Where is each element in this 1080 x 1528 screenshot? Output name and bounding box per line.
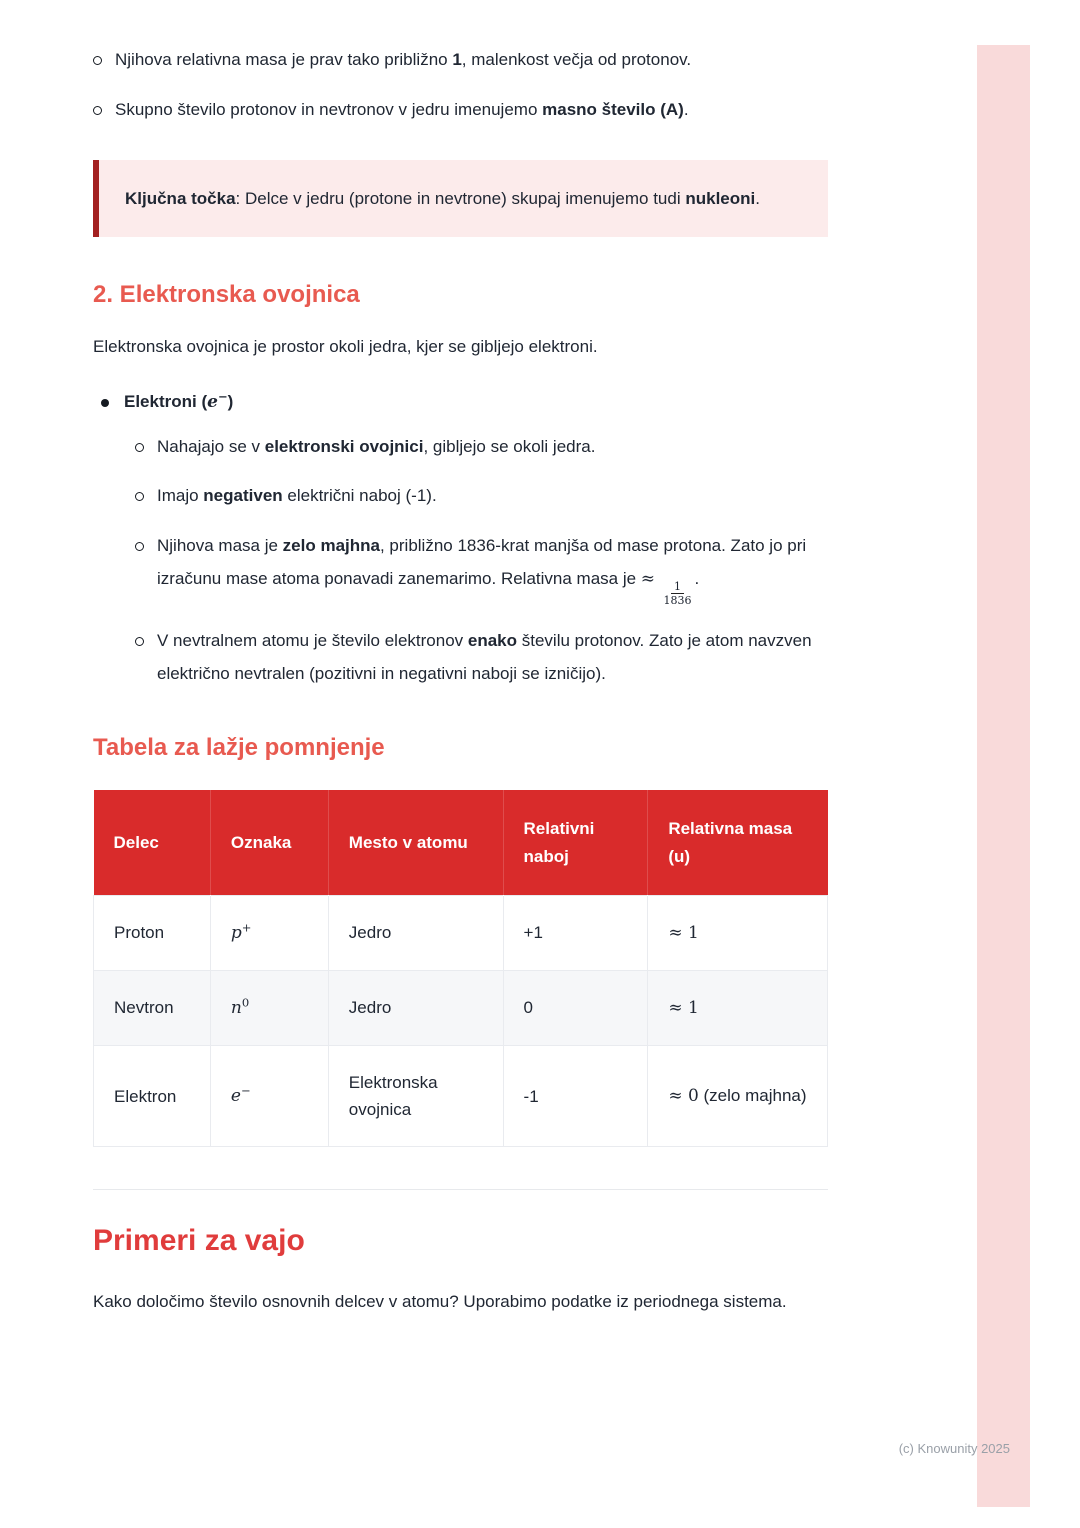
- table-cell: ≈ 0 (zelo majhna): [648, 1046, 828, 1147]
- bullet-icon: [135, 637, 144, 646]
- table-cell: -1: [503, 1046, 648, 1147]
- table-cell: e−: [210, 1046, 328, 1147]
- list-item-text: Imajo negativen električni naboj (-1).: [157, 486, 437, 506]
- bullet-icon: [93, 56, 102, 65]
- table-cell: ≈ 1: [648, 895, 828, 970]
- section-divider: [93, 1189, 828, 1190]
- table-cell: Jedro: [328, 895, 503, 970]
- list-item-text: Skupno število protonov in nevtronov v jedru imenujemo masno število (A).: [115, 99, 689, 119]
- content-column: [93, 0, 828, 1337]
- list-item: [135, 530, 828, 608]
- bullet-icon: [135, 542, 144, 551]
- list-item-text: Njihova relativna masa je prav tako približno 1, malenkost večja od protonov.: [115, 50, 692, 69]
- electron-sub-list: [93, 431, 828, 691]
- table-cell: Proton: [94, 895, 211, 970]
- table-cell: Nevtron: [94, 970, 211, 1045]
- section-intro-paragraph: Elektronska ovojnica je prostor okoli jedra, kjer se gibljejo elektroni.: [93, 337, 598, 357]
- watermark: (c) Knowunity 2025: [898, 1441, 1010, 1456]
- bullet-icon: [135, 443, 144, 452]
- table-cell: ≈ 1: [648, 970, 828, 1045]
- column-header-delec: Delec: [94, 790, 211, 895]
- table-row-proton: [94, 895, 828, 970]
- list-item-text: Njihova masa je zelo majhna, približno 1836-krat manjša od mase protona. Zato jo pri izračunu mase atoma ponavadi zanemarimo. Relativna masa je ≈ $\frac{1}{1836}$ .: [157, 535, 807, 608]
- section-heading: 2. Elektronska ovojnica: [93, 281, 360, 309]
- table-cell: +1: [503, 895, 648, 970]
- list-item-text: Elektroni (e−): [124, 389, 234, 413]
- table-cell: 0: [503, 970, 648, 1045]
- column-header-oznaka: Oznaka: [210, 790, 328, 895]
- table-cell: Elektronska ovojnica: [328, 1046, 503, 1147]
- table-cell: Elektron: [94, 1046, 211, 1147]
- page-edge-decoration: [977, 45, 1030, 1507]
- table-cell: Jedro: [328, 970, 503, 1045]
- bullet-icon: [135, 492, 144, 501]
- bullet-icon: [93, 106, 102, 115]
- table-header-row: [94, 790, 828, 895]
- list-item: [93, 94, 828, 127]
- list-item-electrons: [93, 386, 828, 419]
- table-row-elektron: [94, 1046, 828, 1147]
- list-item: [135, 431, 828, 464]
- key-point-callout: [93, 160, 828, 237]
- bullet-icon: [101, 399, 109, 407]
- list-item: [135, 480, 828, 513]
- list-item: [135, 625, 828, 690]
- practice-heading: Primeri za vajo: [93, 1224, 305, 1258]
- particles-table-wrapper: [93, 790, 828, 1147]
- particles-table: [93, 790, 828, 1147]
- list-item-text: Nahajajo se v elektronski ovojnici, gibljejo se okoli jedra.: [157, 436, 596, 456]
- practice-paragraph: Kako določimo število osnovnih delcev v atomu? Uporabimo podatke iz periodnega sistema.: [93, 1292, 787, 1312]
- callout-text: Ključna točka: Delce v jedru (protone in nevtrone) skupaj imenujemo tudi nukleoni.: [125, 189, 760, 209]
- table-cell: p+: [210, 895, 328, 970]
- column-header-mesto: Mesto v atomu: [328, 790, 503, 895]
- list-item-text: V nevtralnem atomu je število elektronov enako številu protonov. Zato je atom navzven električno nevtralen (pozitivni in negativni naboji se izničijo).: [157, 631, 812, 683]
- column-header-naboj: Relativni naboj: [503, 790, 648, 895]
- list-item: [93, 44, 828, 77]
- table-heading: Tabela za lažje pomnjenje: [93, 734, 385, 762]
- table-cell: $n^0$: [210, 970, 328, 1045]
- column-header-masa: Relativna masa (u): [648, 790, 828, 895]
- top-bullet-list: [93, 44, 828, 126]
- table-row-nevtron: [94, 970, 828, 1045]
